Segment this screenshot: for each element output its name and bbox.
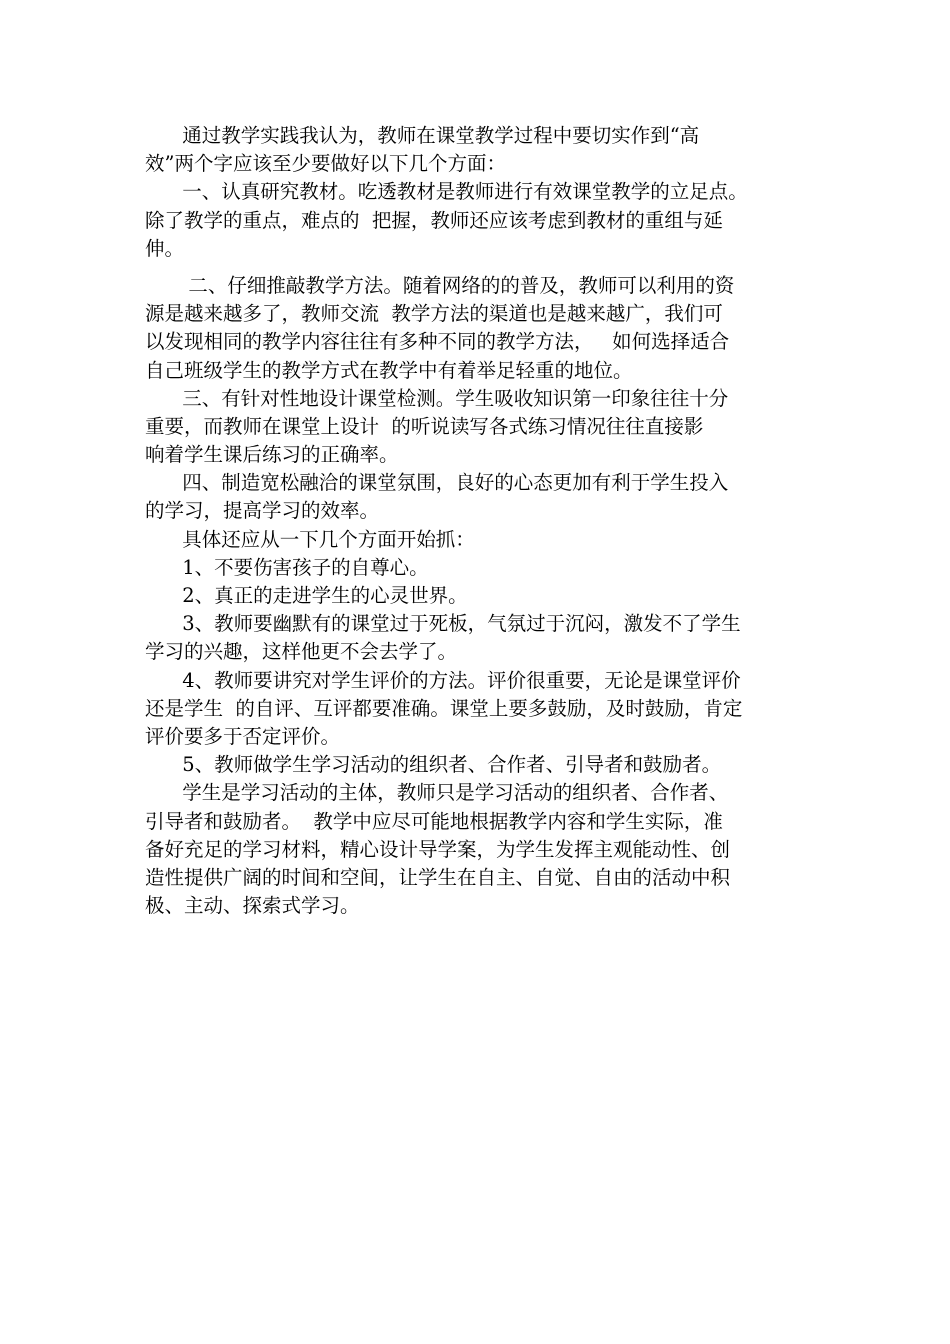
text-line: 的学习，提高学习的效率。 [145, 499, 380, 523]
paragraph-aspects-intro [145, 526, 807, 554]
list-item-aspect-2 [145, 582, 807, 610]
text-line: 效”两个字应该至少要做好以下几个方面： [145, 152, 506, 176]
paragraph-point-3 [145, 385, 807, 470]
text-line: 2、真正的走进学生的心灵世界。 [145, 584, 468, 607]
text-line: 还是学生 的自评、互评都要准确。课堂上要多鼓励，及时鼓励，肯定 [145, 696, 743, 720]
text-line: 造性提供广阔的时间和空间，让学生在自主、自觉、自由的活动中积 [145, 865, 731, 889]
document-body [145, 122, 807, 920]
text-line: 备好充足的学习材料，精心设计导学案，为学生发挥主观能动性、创 [145, 837, 731, 861]
text-line: 四、制造宽松融洽的课堂氛围，良好的心态更加有利于学生投入 [145, 471, 729, 495]
text-line: 自己班级学生的教学方式在教学中有着举足轻重的地位。 [145, 358, 633, 382]
text-line: 5、教师做学生学习活动的组织者、合作者、引导者和鼓励者。 [145, 753, 722, 777]
text-line: 学习的兴趣，这样他更不会去学了。 [145, 640, 458, 664]
text-line: 具体还应从一下几个方面开始抓： [145, 527, 475, 551]
text-line: 一、认真研究教材。吃透教材是教师进行有效课堂教学的立足点。 [145, 180, 748, 204]
paragraph-conclusion [145, 779, 807, 920]
paragraph-spacer [145, 263, 807, 272]
text-line: 1、不要伤害孩子的自尊心。 [145, 555, 429, 579]
text-line: 4、教师要讲究对学生评价的方法。评价很重要，无论是课堂评价 [145, 668, 741, 692]
text-line: 重要，而教师在课堂上设计 的听说读写各式练习情况往往直接影 [145, 414, 704, 438]
text-line: 二、仔细推敲教学方法。随着网络的的普及，教师可以利用的资 [145, 273, 735, 297]
list-item-aspect-3 [145, 610, 807, 666]
text-line: 除了教学的重点，难点的 把握，教师还应该考虑到教材的重组与延 [145, 208, 723, 232]
paragraph-point-2 [145, 272, 807, 385]
paragraph-intro [145, 122, 807, 178]
text-line: 3、教师要幽默有的课堂过于死板，气氛过于沉闷，激发不了学生 [145, 612, 741, 636]
list-item-aspect-5 [145, 751, 807, 779]
text-line: 以发现相同的教学内容往往有多种不同的教学方法， 如何选择适合 [145, 330, 730, 354]
text-line: 响着学生课后练习的正确率。 [145, 443, 399, 467]
text-line: 源是越来越多了，教师交流 教学方法的渠道也是越来越广，我们可 [145, 302, 723, 326]
text-line: 评价要多于否定评价。 [145, 724, 341, 748]
text-line: 通过教学实践我认为，教师在课堂教学过程中要切实作到“高 [145, 124, 700, 147]
paragraph-point-1 [145, 178, 807, 263]
text-line: 极、主动、探索式学习。 [145, 894, 360, 918]
text-line: 学生是学习活动的主体，教师只是学习活动的组织者、合作者、 [145, 781, 729, 805]
paragraph-point-4 [145, 469, 807, 525]
list-item-aspect-4 [145, 667, 807, 752]
text-line: 伸。 [145, 236, 185, 260]
text-line: 引导者和鼓励者。 教学中应尽可能地根据教学内容和学生实际，准 [145, 809, 723, 833]
text-line: 三、有针对性地设计课堂检测。学生吸收知识第一印象往往十分 [145, 386, 729, 410]
list-item-aspect-1 [145, 554, 807, 582]
